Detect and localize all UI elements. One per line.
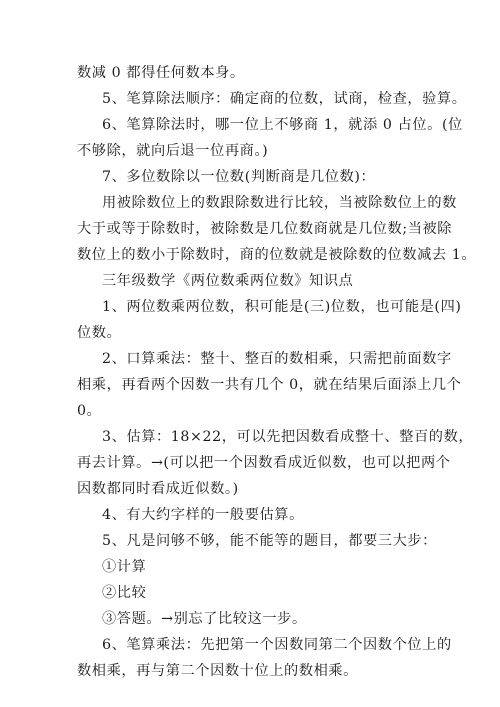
text-line: 6、笔算除法时，哪一位上不够商 1，就添 0 占位。(位 (102, 117, 463, 133)
text-line: 5、笔算除法顺序：确定商的位数，试商，检查，验算。 (102, 91, 467, 107)
text-line: 6、笔算乘法：先把第一个因数同第二个因数个位上的 (102, 637, 452, 653)
text-line: 再去计算。→(可以把一个因数看成近似数，也可以把两个 (77, 455, 451, 471)
text-line: 因数都同时看成近似数。) (77, 481, 239, 497)
text-line: 大于或等于除数时，被除数是几位数商就是几位数;当被除 (77, 221, 453, 237)
text-line: 5、凡是问够不够，能不能等的题目，都要三大步： (102, 533, 437, 549)
text-line: 1、两位数乘两位数，积可能是(三)位数，也可能是(四) (102, 299, 462, 315)
text-line: 4、有大约字样的一般要估算。 (102, 507, 304, 523)
text-line: 2、口算乘法：整十、整百的数相乘，只需把前面数字 (102, 351, 452, 367)
text-line: 数相乘，再与第二个因数十位上的数相乘。 (77, 663, 358, 679)
list-item: ③答题。→别忘了比较这一步。 (102, 611, 307, 627)
text-line: 0。 (77, 403, 102, 419)
text-line: 相乘，再看两个因数一共有几个 0，就在结果后面添上几个 (77, 377, 462, 393)
text-line: 3、估算：18×22，可以先把因数看成整十、整百的数， (102, 429, 474, 445)
list-item: ②比较 (102, 585, 147, 601)
text-line: 不够除，就向后退一位再商。) (77, 143, 269, 159)
list-item: ①计算 (102, 559, 147, 575)
text-line: 位数。 (77, 325, 122, 341)
section-heading: 三年级数学《两位数乘两位数》知识点 (102, 273, 354, 289)
text-line: 用被除数位上的数跟除数进行比较，当被除数位上的数 (102, 195, 457, 211)
text-line: 数位上的数小于除数时，商的位数就是被除数的位数减去 1。 (77, 247, 477, 263)
text-line: 数减 0 都得任何数本身。 (77, 65, 245, 81)
text-line: 7、多位数除以一位数(判断商是几位数)： (102, 169, 376, 185)
